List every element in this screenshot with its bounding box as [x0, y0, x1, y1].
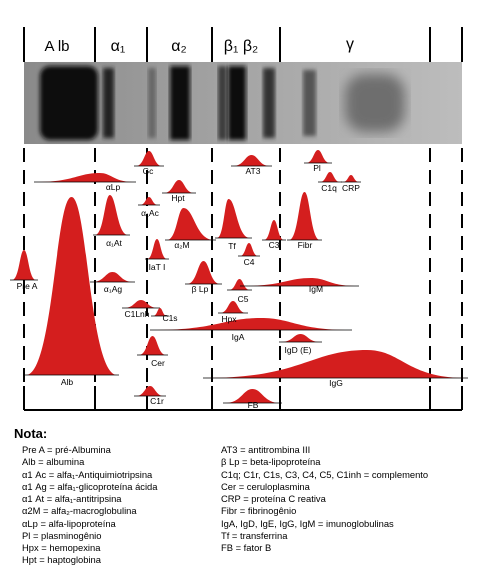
label-c5: C5 [237, 294, 249, 304]
nota-left-line: αLp = alfa-lipoproteína [22, 517, 116, 529]
peak-iga [152, 318, 350, 330]
label-hpx: Hpx [221, 314, 237, 324]
nota-left-column [22, 444, 158, 567]
peak-c1q [320, 172, 340, 182]
nota-title: Nota: [14, 426, 48, 441]
gel-strip [24, 62, 462, 144]
label-prea: Pre A [16, 281, 38, 291]
peak-c5 [229, 279, 250, 290]
peak-a1ag [92, 272, 133, 282]
nota-left-line: α1 Ag = alfa₁-glicoproteína ácida [22, 480, 158, 492]
label-c1s: C1s [162, 313, 178, 323]
peak-a1at [95, 195, 128, 235]
label-alb: Alb [60, 377, 74, 387]
peak-igm [242, 278, 357, 286]
peak-crp [343, 175, 359, 182]
label-blp: β Lp [191, 284, 209, 294]
label-igm: IgM [308, 284, 324, 294]
label-crp: CRP [342, 183, 360, 193]
label-a1at: α₁At [106, 238, 122, 248]
label-igg: IgG [329, 378, 343, 388]
label-a2m: α₂M [174, 240, 190, 250]
nota-left-line: Hpx = hemopexina [22, 542, 101, 553]
label-c1r: C1r [150, 396, 164, 406]
label-c3: C3 [268, 240, 280, 250]
peak-c1r [136, 386, 164, 396]
peak-cer [139, 336, 166, 355]
peak-a2m [167, 208, 214, 240]
nota-left-line: α1 Ac = alfa₁-Antiquimiotripsina [22, 468, 153, 480]
label-tf: Tf [228, 241, 236, 251]
nota-right-line: IgA, IgD, IgE, IgG, IgM = imunoglobulinas [221, 517, 394, 529]
nota-left-line: α1 At = alfa₁-antitripsina [22, 493, 122, 504]
protein-peaks [10, 150, 468, 403]
peak-alp [36, 173, 134, 182]
nota-right-line: Tf = transferrina [221, 529, 288, 541]
header-alpha2: α₂ [171, 38, 187, 55]
peak-igg [205, 350, 466, 378]
nota-left-line: Pre A = pré-Albumina [22, 444, 111, 455]
label-igd: IgD (E) [284, 345, 312, 355]
nota-right-line: Fibr = fibrinogênio [221, 505, 297, 517]
label-pl: Pl [313, 163, 321, 173]
label-cer: Cer [151, 358, 165, 368]
label-c1q: C1q [321, 183, 337, 193]
label-a1ac: α₁Ac [141, 208, 159, 218]
peak-tf [217, 199, 250, 238]
nota-left-line: Pl = plasminogênio [22, 529, 102, 541]
header-gamma: γ [346, 36, 354, 53]
nota-right-column [221, 444, 428, 554]
peak-pl [306, 150, 330, 163]
label-iati: IaT I [148, 262, 166, 272]
nota-right-line: FB = fator B [221, 542, 272, 553]
peak-iati [147, 239, 167, 259]
nota-left-line: Alb = albumina [22, 456, 85, 468]
nota-right-line: C1q; C1r, C1s, C3, C4, C5, C1inh = complemento [221, 468, 429, 480]
label-gc: Gc [142, 166, 154, 176]
notes-section [0, 420, 489, 575]
label-c1lnh: C1Lnh [124, 309, 150, 319]
peak-prea [12, 250, 36, 280]
peak-hpt [164, 180, 194, 193]
label-hpt: Hpt [171, 193, 185, 203]
peak-a1ac [140, 197, 158, 205]
nota-right-line: β Lp = beta-lipoproteína [221, 456, 321, 468]
label-iga: IgA [231, 332, 245, 342]
peak-at3 [233, 155, 270, 166]
nota-right-line: CRP = proteína C reativa [221, 493, 326, 504]
header-beta: β₁ β₂ [223, 38, 259, 55]
nota-left-line: Hpt = haptoglobina [22, 554, 101, 566]
label-a1ag: α₁Ag [103, 284, 123, 294]
peak-gc [136, 151, 162, 166]
nota-left-line: α2M = alfa₂-macroglobulina [22, 505, 137, 517]
label-at3: AT3 [245, 166, 261, 176]
label-fibr: Fibr [297, 240, 313, 250]
peak-c1lnh [124, 300, 158, 308]
label-fb: FB [247, 400, 259, 410]
header-alpha1: α₁ [110, 38, 126, 55]
nota-right-line: AT3 = antitrombina III [221, 444, 311, 455]
nota-right-line: Cer = ceruloplasmina [221, 480, 310, 492]
label-alp: αLp [105, 182, 121, 192]
peak-blp [187, 261, 220, 284]
peak-c4 [240, 243, 258, 256]
peak-fibr [289, 192, 320, 240]
peak-igd [281, 334, 320, 342]
label-c4: C4 [243, 257, 255, 267]
header-albumin: A lb [44, 38, 70, 55]
